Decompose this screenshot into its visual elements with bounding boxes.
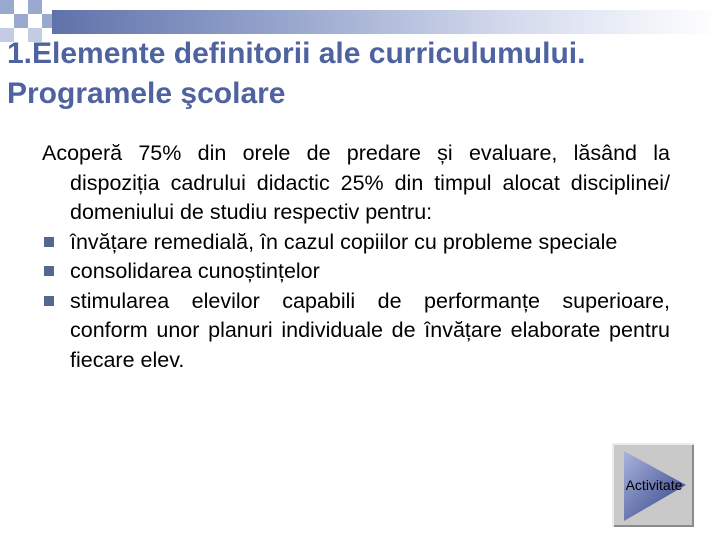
bullet-list xyxy=(42,228,670,376)
list-item-text: consolidarea cunoștințelor xyxy=(70,259,320,283)
title-band xyxy=(52,10,720,34)
square-bullet-icon xyxy=(44,266,54,276)
list-item-text: învățare remedială, în cazul copiilor cu probleme speciale xyxy=(70,229,618,254)
list-item-text: stimularea elevilor capabili de performanțe superioare, conform unor planuri individuale de învățare elaborate pentru fiecare elev. xyxy=(70,288,670,372)
list-item xyxy=(42,287,670,376)
square-bullet-icon xyxy=(44,237,54,247)
activitate-button[interactable] xyxy=(612,443,694,527)
intro-paragraph: Acoperă 75% din orele de predare și evaluare, lăsând la dispoziția cadrului didactic 25% din timpul alocat disciplinei/ domeniului de studiu respectiv pentru: xyxy=(42,141,670,224)
slide-title-line1: 1.Elemente definitorii ale curriculumului. xyxy=(7,37,586,70)
slide-title-line2: Programele şcolare xyxy=(7,77,286,110)
slide-title xyxy=(7,34,713,114)
activitate-label: Activitate xyxy=(625,477,683,493)
list-item xyxy=(42,228,670,258)
list-item xyxy=(42,257,670,287)
square-bullet-icon xyxy=(44,296,54,306)
slide-body xyxy=(42,139,670,375)
